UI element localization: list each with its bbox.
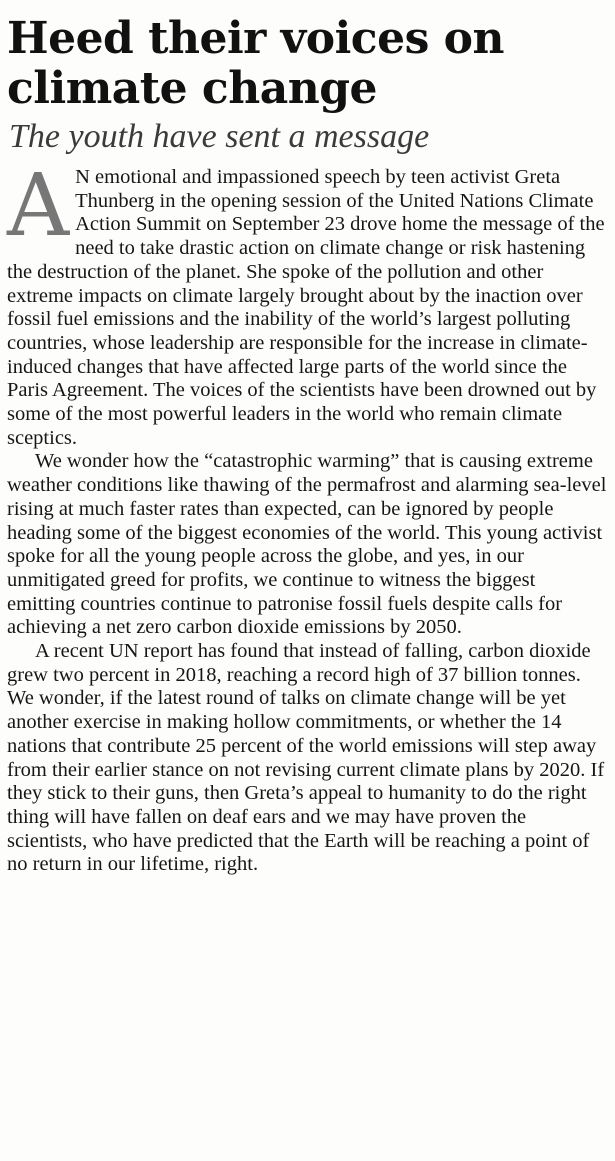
- headline: Heed their voices on climate change: [7, 13, 505, 114]
- drop-cap: A: [7, 156, 70, 256]
- article-body: [7, 156, 608, 877]
- paragraph-1-lead: N: [75, 166, 90, 188]
- subheadline: The youth have sent a message: [9, 118, 430, 155]
- paragraph-3: A recent UN report has found that instead of falling, carbon dioxide grew two percent in 2018, reaching a record high of 37 billion tonnes. We wonder, if the latest round of talks on climate change will be yet another exercise in making hollow commitments, or whether the 14 nations that contribute 25 percent of the world emissions will step away from their earlier stance on not revising current climate plans by 2020. If they stick to their guns, then Greta’s appeal to humanity to do the right thing will have fallen on deaf ears and we may have proven the scientists, who have predicted that the Earth will be reaching a point of no return in our lifetime, right.: [7, 640, 605, 876]
- paragraph-1-text: emotional and impassioned speech by teen activist Greta Thunberg in the opening session of the United Nations Climate Action Summit on September 23 drove home the message of the need to take drastic action on climate change or risk hastening the destruction of the planet. She spoke of the pollution and other extreme impacts on climate largely brought about by the inaction over fossil fuel emissions and the inability of the world’s largest polluting countries, whose leadership are responsible for the increase in climate-induced changes that have affected large parts of the world since the Paris Agreement. The voices of the scientists have been drowned out by some of the most powerful leaders in the world who remain climate sceptics.: [7, 166, 605, 449]
- paragraph-1: [7, 156, 608, 450]
- paragraph-2: We wonder how the “catastrophic warming” that is causing extreme weather conditions like thawing of the permafrost and alarming sea-level rising at much faster rates than expected, can be ignored by people heading some of the biggest economies of the world. This young activist spoke for all the young people across the globe, and yes, in our unmitigated greed for profits, we continue to witness the biggest emitting countries continue to patronise fossil fuels despite calls for achieving a net zero carbon dioxide emissions by 2050.: [7, 450, 607, 639]
